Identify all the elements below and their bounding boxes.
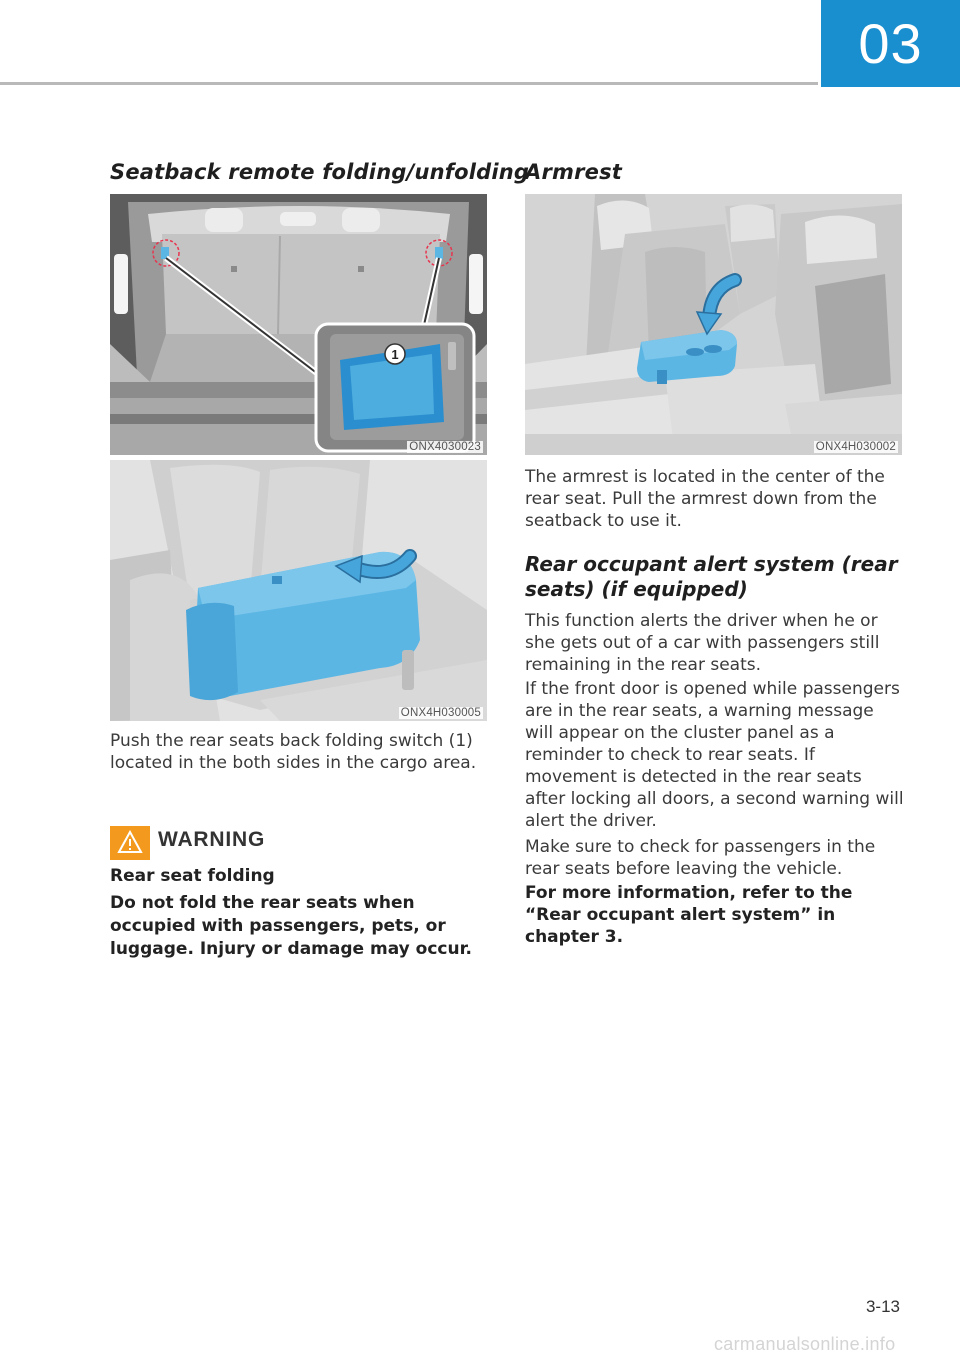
alert-paragraph-1: This function alerts the driver when he or she gets out of a car with passengers still remaining in the rear seats.: [525, 611, 880, 675]
header-rule: [0, 82, 818, 85]
subheading-rear-occupant-alert: [525, 552, 905, 602]
warning-triangle-icon: [110, 826, 150, 860]
alert-paragraph-4: For more information, refer to the “Rear occupant alert system” in chapter 3.: [525, 883, 853, 947]
cargo-area-illustration: [110, 194, 487, 455]
warning-text: Do not fold the rear seats when occupied with passengers, pets, or luggage. Injury or damage may occur.: [110, 893, 472, 959]
figure-armrest: [525, 194, 902, 455]
alert-paragraph-2: If the front door is opened while passengers are in the rear seats, a warning message will appear on the cluster panel as a reminder to check to rear seats. If movement is detected in the rear seats after locking all doors, a second warning will alert the driver.: [525, 679, 904, 831]
chapter-tab: 03: [821, 0, 960, 87]
callout-1-label: 1: [391, 347, 399, 362]
seat-folding-illustration: [110, 460, 487, 721]
section-heading-seatback: Seatback remote folding/unfolding: [110, 160, 530, 184]
seatback-description: Push the rear seats back folding switch (1) located in the both sides in the cargo area.: [110, 731, 477, 773]
page-number: 3-13: [865, 1297, 900, 1316]
warning-title: WARNING: [158, 828, 266, 851]
figure-code: ONX4H030002: [815, 441, 896, 453]
warning-header: [110, 826, 490, 860]
section-heading-armrest: Armrest: [525, 160, 623, 184]
armrest-illustration: [525, 194, 902, 455]
subheading-line-1: Rear occupant alert system (rear: [525, 552, 898, 576]
figure-code: ONX4H030005: [400, 707, 481, 719]
figure-code: ONX4030023: [409, 441, 481, 453]
subheading-line-2: seats) (if equipped): [525, 577, 748, 601]
armrest-description: The armrest is located in the center of the rear seat. Pull the armrest down from the seatback to use it.: [525, 467, 885, 531]
figure-seat-folding: [110, 460, 487, 721]
figure-cargo-area: [110, 194, 487, 455]
warning-subtitle: Rear seat folding: [110, 866, 275, 886]
watermark: carmanualsonline.info: [714, 1334, 896, 1354]
alert-paragraph-3: Make sure to check for passengers in the rear seats before leaving the vehicle.: [525, 837, 876, 879]
